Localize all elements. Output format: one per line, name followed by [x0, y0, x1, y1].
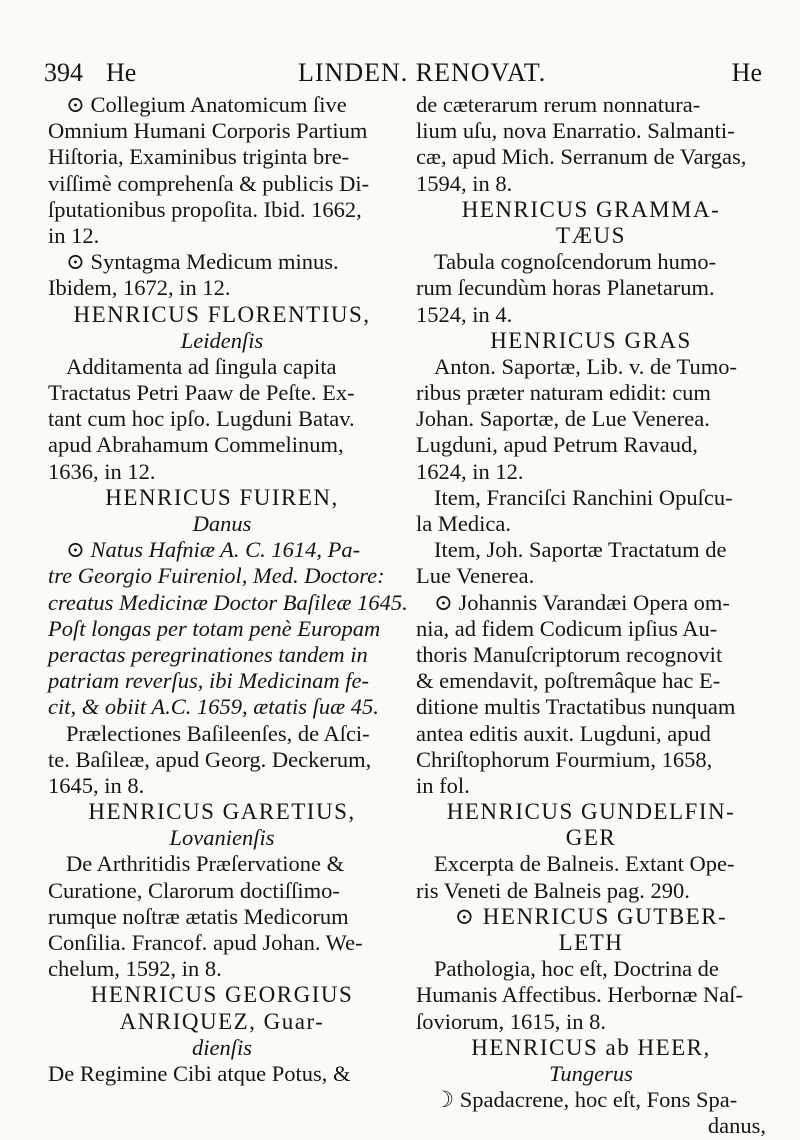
- text-line: Tabula cognoſcendorum humo-: [434, 249, 717, 275]
- right-column: [416, 92, 766, 1140]
- text-line: Tractatus Petri Paaw de Peſte. Ex-: [48, 380, 355, 406]
- entry-origin: Tungerus: [549, 1060, 633, 1086]
- text-line: patriam reverſus, ibi Medicinam fe-: [48, 668, 369, 694]
- text-line: rum ſecundùm horas Planetarum.: [416, 275, 715, 301]
- entry-heading: TÆUS: [556, 222, 626, 248]
- text-line: ⊙ Johannis Varandæi Opera om-: [434, 589, 730, 615]
- entry-heading: HENRICUS GRAMMA-: [461, 196, 721, 222]
- text-line: ſputationibus propoſita. Ibid. 1662,: [48, 196, 362, 222]
- text-line: De Regimine Cibi atque Potus, &: [48, 1060, 351, 1086]
- text-line: rumque noſtræ ætatis Medicorum: [48, 903, 349, 929]
- text-line: antea editis auxit. Lugduni, apud: [416, 720, 711, 746]
- text-line: ſoviorum, 1615, in 8.: [416, 1008, 606, 1034]
- text-line: ☽ Spadacrene, hoc eſt, Fons Spa-: [434, 1087, 738, 1113]
- entry-heading: GER: [565, 825, 617, 851]
- text-line: Chriſtophorum Fourmium, 1658,: [416, 746, 713, 772]
- text-line: 1524, in 4.: [416, 301, 513, 327]
- entry-heading: HENRICUS GUNDELFIN-: [446, 799, 736, 825]
- text-line: cit, & obiit A.C. 1659, ætatis ſuæ 45.: [48, 694, 379, 720]
- entry-heading: LETH: [558, 930, 624, 955]
- text-line: lium uſu, nova Enarratio. Salmanti-: [416, 118, 735, 144]
- text-line: ⊙ Collegium Anatomicum ſive: [66, 92, 347, 117]
- text-line: 1645, in 8.: [48, 772, 145, 798]
- text-line: la Medica.: [416, 511, 511, 536]
- text-line: 1636, in 12.: [48, 458, 156, 484]
- entry-heading: HENRICUS GRAS: [490, 327, 692, 353]
- text-line: Lue Venerea.: [416, 563, 535, 589]
- entry-origin: dienſis: [192, 1034, 252, 1060]
- text-line: ditione multis Tractatibus nunquam: [416, 694, 736, 720]
- text-line: cæ, apud Mich. Serranum de Vargas,: [416, 144, 747, 170]
- text-line: Excerpta de Balneis. Extant Ope-: [434, 851, 735, 877]
- text-line: Ibidem, 1672, in 12.: [48, 275, 231, 301]
- text-line: tant cum hoc ipſo. Lugduni Batav.: [48, 406, 355, 432]
- text-line: Additamenta ad ſingula capita: [66, 353, 337, 379]
- text-line: Lugduni, apud Petrum Ravaud,: [416, 432, 698, 458]
- page-number: 394: [44, 58, 83, 87]
- text-line: Item, Joh. Saportæ Tractatum de: [434, 537, 727, 563]
- entry-heading: HENRICUS FLORENTIUS,: [73, 301, 371, 327]
- text-line: Curatione, Clarorum doctiſſimo-: [48, 877, 340, 903]
- text-line: 1624, in 12.: [416, 458, 524, 484]
- text-line: thoris Manuſcriptorum recognovit: [416, 641, 723, 667]
- text-line: Humanis Affectibus. Herbornæ Naſ-: [416, 982, 744, 1008]
- text-line: Item, Franciſci Ranchini Opuſcu-: [434, 484, 733, 510]
- text-line: Anton. Saportæ, Lib. v. de Tumo-: [434, 353, 737, 379]
- entry-heading: ANRIQUEZ, Guar-: [119, 1008, 325, 1034]
- text-line: Pathologia, hoc eſt, Doctrina de: [434, 956, 719, 982]
- text-line: peractas peregrinationes tandem in: [48, 641, 368, 667]
- text-line: Omnium Humani Corporis Partium: [48, 118, 368, 144]
- text-line: de cæterarum rerum nonnatura-: [416, 92, 701, 117]
- text-line: tre Georgio Fuireniol, Med. Doctore:: [48, 563, 385, 589]
- text-line: Johan. Saportæ, de Lue Venerea.: [416, 406, 710, 432]
- entry-heading: HENRICUS ab HEER,: [471, 1034, 711, 1060]
- entry-origin: Lovanienſis: [169, 825, 275, 851]
- text-line: creatus Medicinæ Doctor Baſileæ 1645.: [48, 589, 408, 615]
- text-line: chelum, 1592, in 8.: [48, 956, 222, 982]
- header-right-letters: He: [731, 58, 762, 87]
- entry-heading: ⊙ HENRICUS GUTBER-: [454, 903, 728, 929]
- text-line: ribus præter naturam edidit: cum: [416, 380, 711, 406]
- text-line: in fol.: [416, 772, 470, 798]
- text-line: danus,: [707, 1113, 766, 1139]
- text-line: ris Veneti de Balneis pag. 290.: [416, 877, 690, 903]
- text-line: & emendavit, poſtremâque hac E-: [416, 668, 721, 694]
- text-line: nia, ad fidem Codicum ipſius Au-: [416, 615, 718, 641]
- text-line: ⊙ Natus Hafniæ A. C. 1614, Pa-: [66, 537, 361, 563]
- text-line: viſſimè comprehenſa & publicis Di-: [48, 170, 370, 196]
- running-title: LINDEN. RENOVAT.: [298, 58, 547, 87]
- text-line: apud Abrahamum Commelinum,: [48, 432, 344, 458]
- left-column: [48, 92, 408, 1087]
- entry-heading: HENRICUS GEORGIUS: [90, 982, 354, 1008]
- entry-origin: Danus: [192, 511, 252, 536]
- text-line: De Arthritidis Præſervatione &: [66, 851, 345, 877]
- text-line: 1594, in 8.: [416, 170, 513, 196]
- text-line: Hiſtoria, Examinibus triginta bre-: [48, 144, 350, 170]
- header-left-letters: He: [106, 58, 137, 87]
- entry-origin: Leidenſis: [180, 327, 264, 353]
- text-line: ⊙ Syntagma Medicum minus.: [66, 249, 339, 275]
- text-line: Poſt longas per totam penè Europam: [48, 615, 381, 641]
- text-line: Prælectiones Baſileenſes, de Aſci-: [66, 720, 370, 746]
- entry-heading: HENRICUS FUIREN,: [105, 484, 339, 510]
- text-line: te. Baſileæ, apud Georg. Deckerum,: [48, 746, 372, 772]
- text-line: Conſilia. Francof. apud Johan. We-: [48, 930, 363, 955]
- entry-heading: HENRICUS GARETIUS,: [88, 799, 356, 825]
- text-line: in 12.: [48, 222, 100, 248]
- page-header: [44, 58, 762, 88]
